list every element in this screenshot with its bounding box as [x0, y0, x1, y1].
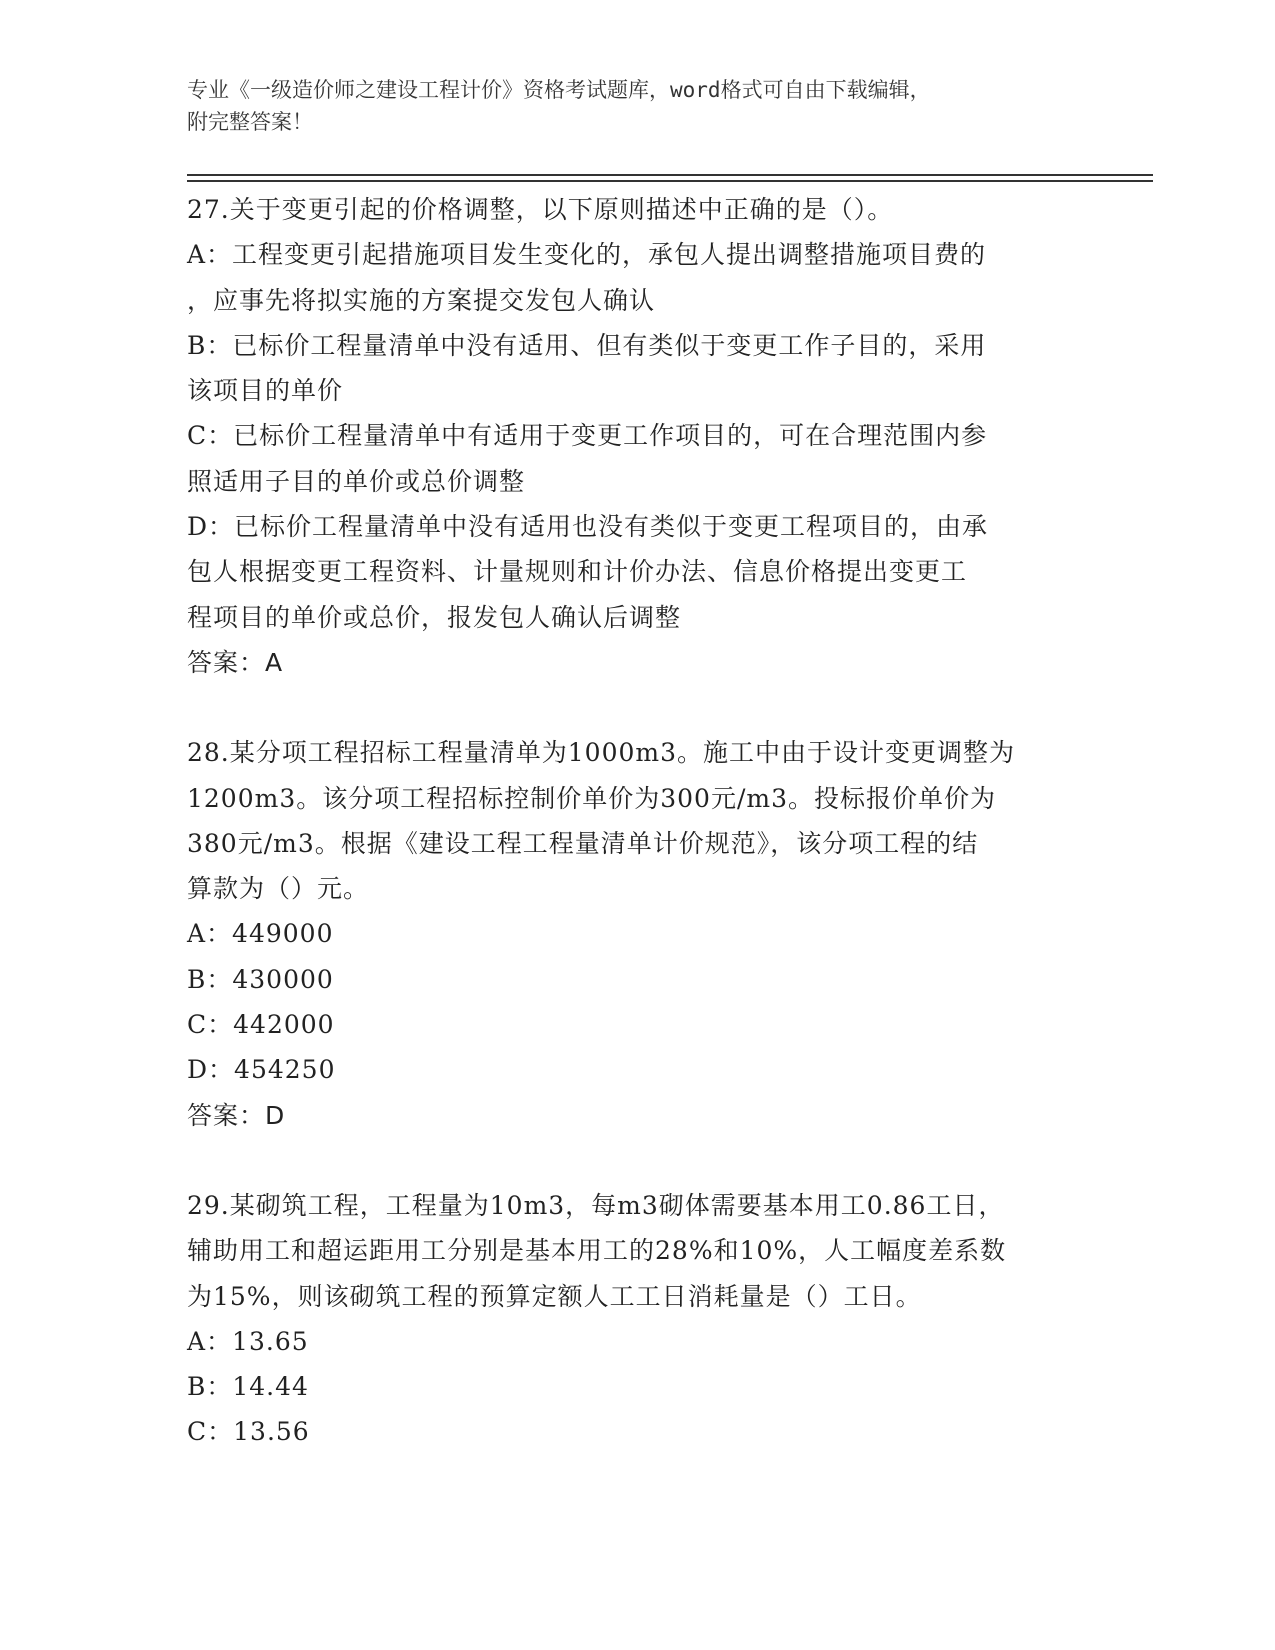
question-29-stem-line-3: 为15%，则该砌筑工程的预算定额人工工日消耗量是（）工日。	[187, 1281, 922, 1311]
question-28-stem-line-2: 1200m3。该分项工程招标控制价单价为300元/m3。投标报价单价为	[187, 783, 996, 813]
question-list	[187, 187, 1087, 1455]
question-27-option-a-line-1: A：工程变更引起措施项目发生变化的，承包人提出调整措施项目费的	[187, 240, 987, 270]
question-29-option-b: B：14.44	[187, 1372, 309, 1402]
question-27-stem-line: 27.关于变更引起的价格调整，以下原则描述中正确的是（）。	[187, 195, 894, 224]
question-28-option-d: D：454250	[187, 1055, 336, 1085]
header-divider-top	[187, 174, 1153, 176]
header-text-line-2: 附完整答案！	[187, 110, 313, 134]
question-28-stem-line-3: 380元/m3。根据《建设工程工程量清单计价规范》，该分项工程的结	[187, 828, 979, 858]
question-28-answer: 答案：D	[187, 1100, 286, 1130]
question-27-option-c-line-2: 照适用子目的单价或总价调整	[187, 466, 526, 496]
question-27-option-c-line-1: C：已标价工程量清单中有适用于变更工作项目的，可在合理范围内参	[187, 421, 988, 451]
question-29	[187, 1183, 1087, 1455]
question-29-option-a: A：13.65	[187, 1326, 309, 1356]
question-27-option-d-line-2: 包人根据变更工程资料、计量规则和计价办法、信息价格提出变更工	[187, 557, 968, 587]
question-27-option-d-line-1: D：已标价工程量清单中没有适用也没有类似于变更工程项目的，由承	[187, 512, 989, 542]
question-27-option-b-line-2: 该项目的单价	[187, 376, 344, 406]
question-28	[187, 730, 1087, 1138]
question-28-option-c: C：442000	[187, 1010, 335, 1040]
question-28-stem-line-4: 算款为（）元。	[187, 874, 370, 904]
document-header	[187, 74, 1087, 138]
question-27-answer: 答案：A	[187, 647, 284, 677]
header-divider-bottom	[187, 180, 1153, 182]
question-28-option-a: A：449000	[187, 919, 334, 949]
question-27-option-d-line-3: 程项目的单价或总价，报发包人确认后调整	[187, 602, 682, 632]
question-27-option-a-line-2: ，应事先将拟实施的方案提交发包人确认	[187, 285, 656, 315]
question-28-option-b: B：430000	[187, 964, 334, 994]
question-27	[187, 187, 1087, 685]
question-28-stem-line-1: 28.某分项工程招标工程量清单为1000m3。施工中由于设计变更调整为	[187, 738, 1015, 768]
question-29-stem-line-2: 辅助用工和超运距用工分别是基本用工的28%和10%，人工幅度差系数	[187, 1236, 1007, 1266]
question-29-stem-line-1: 29.某砌筑工程，工程量为10m3，每m3砌体需要基本用工0.86工日，	[187, 1190, 1005, 1220]
question-29-option-c: C：13.56	[187, 1417, 310, 1447]
question-27-option-b-line-1: B：已标价工程量清单中没有适用、但有类似于变更工作子目的，采用	[187, 330, 987, 360]
header-text-line-1: 专业《一级造价师之建设工程计价》资格考试题库，word格式可自由下载编辑，	[187, 78, 931, 102]
